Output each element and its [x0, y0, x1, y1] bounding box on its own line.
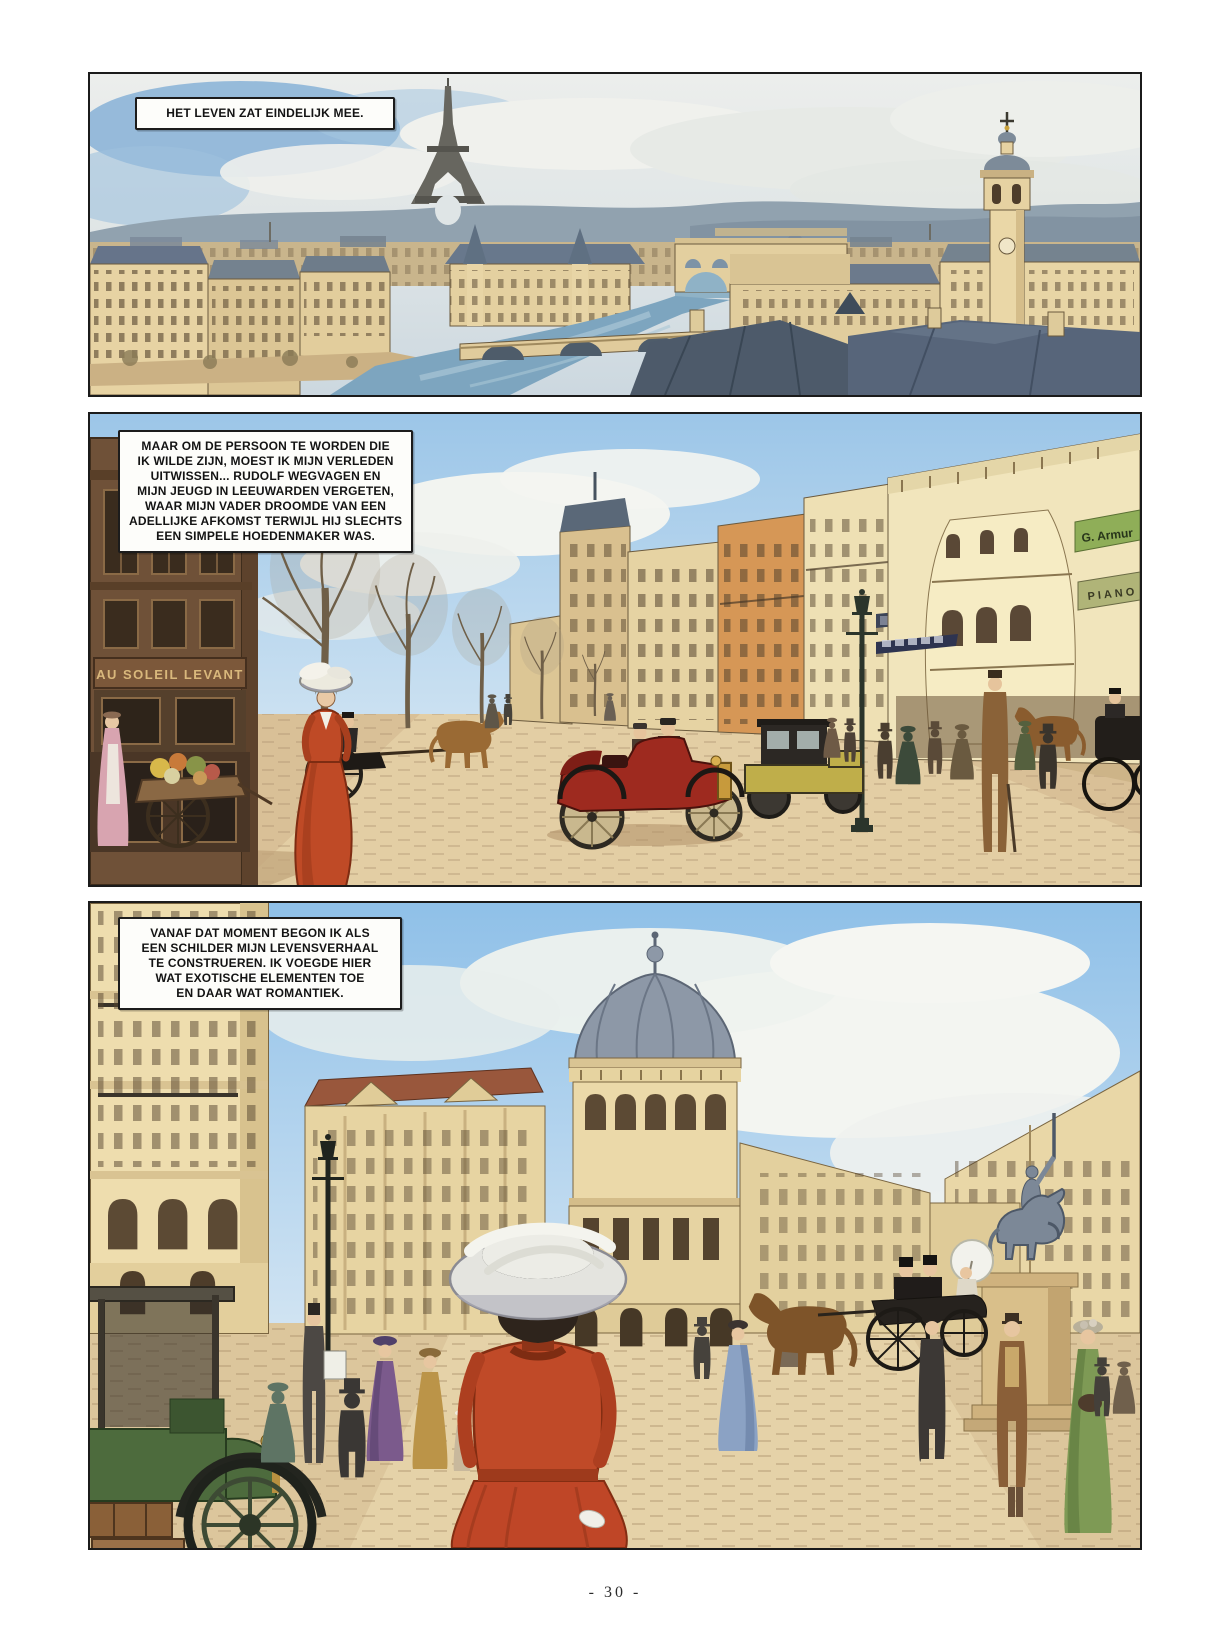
caption-line: MAAR OM DE PERSOON TE WORDEN DIE [141, 439, 390, 453]
shop-sign-right-lower: PIANO [1087, 585, 1138, 603]
panel-3-square [88, 901, 1142, 1550]
caption-line: MIJN JEUGD IN LEEUWARDEN VERGETEN, [137, 484, 395, 498]
panel-1-paris-panorama [88, 72, 1142, 397]
caption-line: WAT EXOTISCHE ELEMENTEN TOE [155, 971, 365, 985]
corner-building [876, 434, 1140, 764]
caption-line: UITWISSEN... RUDOLF WEGVAGEN EN [150, 469, 381, 483]
caption-box-2 [118, 430, 413, 553]
caption-line: EEN SCHILDER MIJN LEVENSVERHAAL [141, 941, 379, 955]
caption-line: ADELLIJKE AFKOMST TERWIJL HIJ SLECHTS [129, 514, 403, 528]
caption-line: VANAF DAT MOMENT BEGON IK ALS [150, 926, 370, 940]
caption-line: TE CONSTRUEREN. IK VOEGDE HIER [148, 956, 372, 970]
caption-line: WAAR MIJN VADER DROOMDE VAN EEN [145, 499, 387, 513]
shop-sign-right-upper: G. Armur [1080, 525, 1134, 545]
caption-line: IK WILDE ZIJN, MOEST IK MIJN VERLEDEN [137, 454, 394, 468]
shop-sign-left: AU SOLEIL LEVANT [96, 667, 244, 682]
caption-line: EEN SIMPELE HOEDENMAKER WAS. [156, 529, 376, 543]
caption-box-1 [135, 97, 395, 130]
page-number: - 30 - [588, 1584, 642, 1601]
caption-line: EN DAAR WAT ROMANTIEK. [176, 986, 344, 1000]
caption-line: HET LEVEN ZAT EINDELIJK MEE. [166, 106, 364, 120]
woman-in-red-foreground [450, 1229, 627, 1548]
caption-box-3 [118, 917, 402, 1010]
panel-2-boulevard [88, 412, 1142, 887]
